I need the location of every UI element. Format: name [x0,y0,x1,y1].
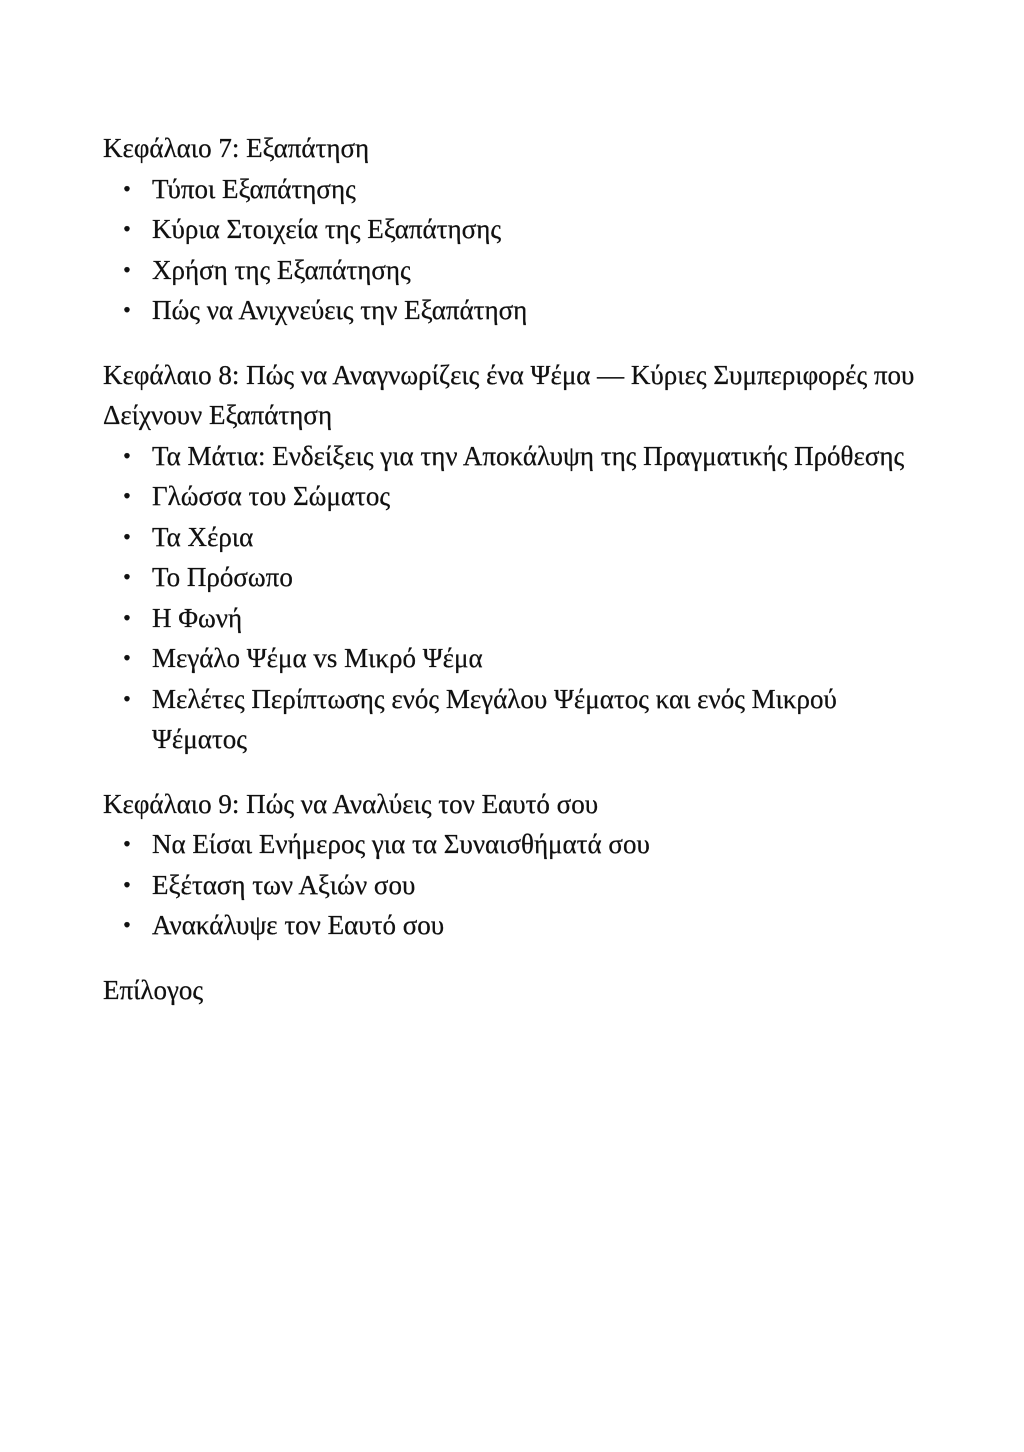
list-item [103,557,933,598]
chapter-item-list [103,436,933,760]
bullet-icon: • [123,216,131,241]
chapter-title: Κεφάλαιο 8: Πώς να Αναγνωρίζεις ένα Ψέμα — Κύριες Συμπεριφορές που Δείχνουν Εξαπάτηση [103,359,915,430]
list-item [103,638,933,679]
list-item-label: Τα Μάτια: Ενδείξεις για την Αποκάλυψη της Πραγματικής Πρόθεσης [152,440,905,471]
list-item [103,436,933,477]
list-item [103,865,933,906]
list-item-label: Μελέτες Περίπτωσης ενός Μεγάλου Ψέματος και ενός Μικρού Ψέματος [152,683,837,754]
chapter-title: Κεφάλαιο 9: Πώς να Αναλύεις τον Εαυτό σου [103,788,599,819]
epilogue-title: Επίλογος [103,974,204,1005]
bullet-icon: • [123,645,131,670]
bullet-icon: • [123,871,131,897]
list-item [103,209,933,250]
list-item-label: Χρήση της Εξαπάτησης [152,254,411,285]
list-item-label: Γλώσσα του Σώματος [152,481,391,511]
list-item [103,517,933,558]
bullet-icon: • [123,831,131,856]
chapter-item-list [103,824,933,946]
toc-page [103,128,933,1010]
list-item [103,169,933,210]
chapter-7 [103,128,933,331]
bullet-icon: • [123,685,131,711]
bullet-icon: • [123,564,131,589]
bullet-icon: • [123,442,131,468]
bullet-icon: • [123,175,131,201]
list-item [103,905,933,946]
list-item [103,476,933,517]
list-item-label: Μεγάλο Ψέμα vs Μικρό Ψέμα [152,643,483,673]
list-item-label: Τύποι Εξαπάτησης [152,173,356,204]
chapter-title: Κεφάλαιο 7: Εξαπάτηση [103,133,370,163]
list-item [103,250,933,291]
list-item [103,598,933,639]
bullet-icon: • [123,604,131,630]
bullet-icon: • [123,912,131,937]
list-item [103,679,933,760]
list-item-label: Το Πρόσωπο [152,562,293,592]
list-item-label: Κύρια Στοιχεία της Εξαπάτησης [152,214,502,244]
bullet-icon: • [123,297,131,322]
bullet-icon: • [123,256,131,282]
list-item-label: Να Είσαι Ενήμερος για τα Συναισθήματά σου [152,829,650,859]
bullet-icon: • [123,523,131,549]
bullet-icon: • [123,483,131,508]
list-item [103,824,933,865]
list-item-label: Τα Χέρια [152,521,254,552]
list-item [103,290,933,331]
list-item-label: Η Φωνή [152,602,243,633]
list-item-label: Ανακάλυψε τον Εαυτό σου [152,910,445,940]
list-item-label: Πώς να Ανιχνεύεις την Εξαπάτηση [152,295,528,325]
chapter-item-list [103,169,933,331]
chapter-8 [103,355,933,760]
list-item-label: Εξέταση των Αξιών σου [152,869,416,900]
chapter-9 [103,784,933,946]
